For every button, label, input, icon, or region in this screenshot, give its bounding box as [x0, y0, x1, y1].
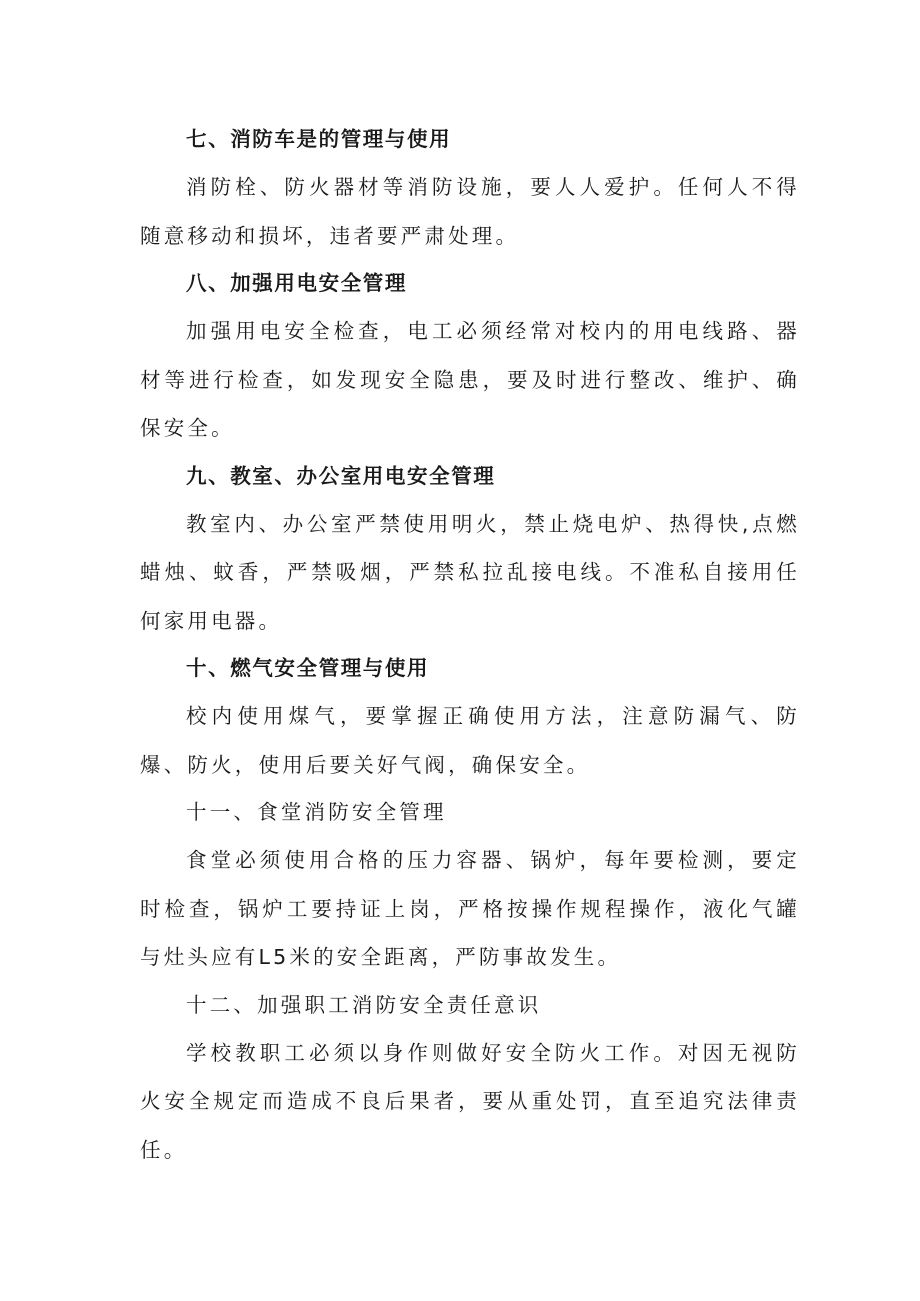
paragraph-line: 家用电器。 — [163, 608, 283, 633]
paragraph-line: 校内使用煤气，要掌握正确使用方法，注意防漏气、防爆、 — [140, 704, 800, 777]
section-paragraph — [140, 836, 800, 982]
paragraph-line: 等进行检查，如发现安全隐患，要及时进行整改、维护、确保安 — [140, 367, 801, 440]
section-heading: 九、教室、办公室用电安全管理 — [186, 463, 496, 488]
paragraph-line: 意移动和损坏，违者要严肃处理。 — [163, 223, 520, 248]
document-body — [140, 116, 800, 1174]
paragraph-line: 教室内、办公室严禁使用明火，禁止烧电炉、热得快,点燃 — [186, 511, 800, 536]
paragraph-line: 学校教职工必须以身作则做好安全防火工作。对因无视防火 — [140, 1040, 800, 1113]
paragraph-line: 检查，锅炉工要持证上岗，严格按操作规程操作，液化气罐与灶 — [140, 896, 801, 969]
paragraph-line: 消防栓、防火器材等消防设施，要人人爱护。任何人不得随 — [140, 175, 800, 248]
section-heading: 十二、加强职工消防安全责任意识 — [186, 992, 542, 1017]
paragraph-line: 蜡烛、蚊香，严禁吸烟，严禁私拉乱接电线。不准私自接用任何 — [140, 560, 800, 633]
paragraph-line: 食堂必须使用合格的压力容器、锅炉，每年要检测，要定时 — [140, 848, 800, 921]
paragraph-line: 安全规定而造成不良后果者，要从重处罚，直至追究法律责任。 — [140, 1089, 801, 1162]
paragraph-line: 加强用电安全检查，电工必须经常对校内的用电线路、器材 — [140, 319, 800, 392]
paragraph-line: 防火，使用后要关好气阀，确保安全。 — [187, 752, 591, 777]
section-heading: 十、燃气安全管理与使用 — [186, 656, 430, 680]
section-paragraph — [140, 307, 800, 453]
section-paragraph — [140, 500, 800, 646]
section-paragraph — [140, 1029, 800, 1175]
section-heading: 八、加强用电安全管理 — [186, 271, 407, 295]
section-paragraph — [140, 692, 800, 789]
section-heading: 十一、食堂消防安全管理 — [186, 800, 447, 824]
section-heading: 七、消防车是的管理与使用 — [186, 127, 452, 151]
section-paragraph — [140, 163, 800, 260]
paragraph-line: 全。 — [187, 416, 235, 440]
paragraph-line: 头应有L5米的安全距离，严防事故发生。 — [187, 945, 622, 969]
